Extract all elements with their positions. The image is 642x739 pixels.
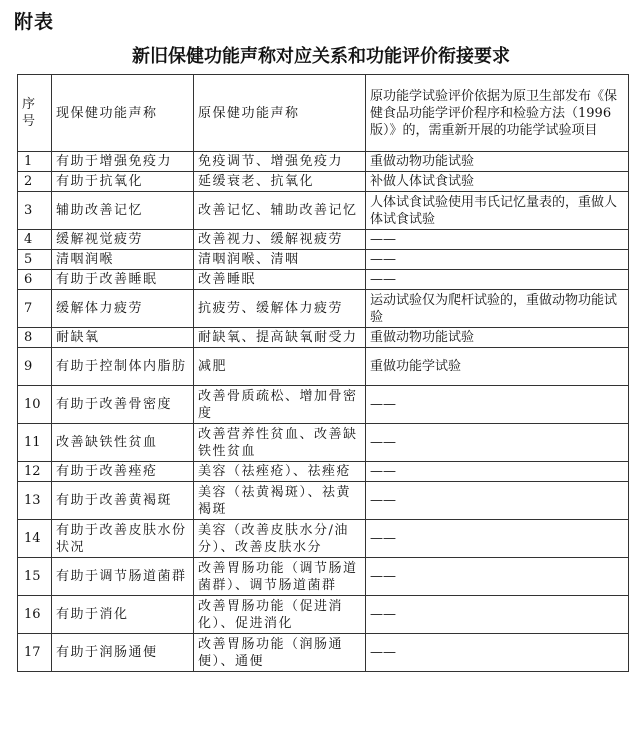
table-row	[18, 250, 629, 270]
cell-original-claim: 清咽润喉、清咽	[194, 250, 366, 270]
cell-serial-number: 11	[18, 424, 52, 462]
cell-original-claim: 改善记忆、辅助改善记忆	[194, 192, 366, 230]
cell-required-tests: 运动试验仅为爬杆试验的，重做动物功能试验	[366, 290, 629, 328]
cell-required-tests: ——	[366, 520, 629, 558]
cell-current-claim: 有助于消化	[52, 596, 194, 634]
cell-serial-number: 3	[18, 192, 52, 230]
cell-required-tests: ——	[366, 596, 629, 634]
page-title: 新旧保健功能声称对应关系和功能评价衔接要求	[132, 46, 510, 67]
cell-serial-number: 13	[18, 482, 52, 520]
cell-serial-number: 14	[18, 520, 52, 558]
cell-required-tests: ——	[366, 634, 629, 672]
cell-current-claim: 耐缺氧	[52, 328, 194, 348]
cell-original-claim: 改善胃肠功能（调节肠道菌群）、调节肠道菌群	[194, 558, 366, 596]
cell-serial-number: 10	[18, 386, 52, 424]
cell-original-claim: 改善骨质疏松、增加骨密度	[194, 386, 366, 424]
cell-serial-number: 15	[18, 558, 52, 596]
cell-original-claim: 减肥	[194, 348, 366, 386]
cell-original-claim: 美容（祛黄褐斑）、祛黄褐斑	[194, 482, 366, 520]
cell-required-tests: ——	[366, 482, 629, 520]
cell-serial-number: 1	[18, 152, 52, 172]
cell-current-claim: 清咽润喉	[52, 250, 194, 270]
table-row	[18, 634, 629, 672]
cell-required-tests: ——	[366, 250, 629, 270]
table-row	[18, 230, 629, 250]
cell-current-claim: 辅助改善记忆	[52, 192, 194, 230]
header-required-tests: 原功能学试验评价依据为原卫生部发布《保健食品功能学评价程序和检验方法（1996 版）》的，需重新开展的功能学试验项目	[366, 75, 629, 152]
cell-current-claim: 有助于控制体内脂肪	[52, 348, 194, 386]
cell-required-tests: ——	[366, 424, 629, 462]
header-current-claim: 现保健功能声称	[52, 75, 194, 152]
cell-current-claim: 有助于抗氧化	[52, 172, 194, 192]
cell-current-claim: 有助于增强免疫力	[52, 152, 194, 172]
cell-current-claim: 有助于改善皮肤水份状况	[52, 520, 194, 558]
cell-current-claim: 有助于改善痤疮	[52, 462, 194, 482]
table-header-row	[18, 75, 629, 152]
cell-original-claim: 美容（改善皮肤水分/油分）、改善皮肤水分	[194, 520, 366, 558]
cell-serial-number: 16	[18, 596, 52, 634]
cell-required-tests: ——	[366, 558, 629, 596]
header-serial-number: 序号	[18, 75, 52, 152]
cell-serial-number: 7	[18, 290, 52, 328]
cell-current-claim: 缓解视觉疲劳	[52, 230, 194, 250]
cell-required-tests: ——	[366, 386, 629, 424]
table-row	[18, 152, 629, 172]
cell-original-claim: 改善视力、缓解视疲劳	[194, 230, 366, 250]
cell-current-claim: 缓解体力疲劳	[52, 290, 194, 328]
cell-serial-number: 6	[18, 270, 52, 290]
cell-required-tests: ——	[366, 230, 629, 250]
cell-original-claim: 改善胃肠功能（润肠通便）、通便	[194, 634, 366, 672]
cell-current-claim: 改善缺铁性贫血	[52, 424, 194, 462]
table-row	[18, 462, 629, 482]
header-original-claim: 原保健功能声称	[194, 75, 366, 152]
table-row	[18, 520, 629, 558]
table-row	[18, 596, 629, 634]
table-row	[18, 558, 629, 596]
table-row	[18, 172, 629, 192]
cell-serial-number: 2	[18, 172, 52, 192]
cell-required-tests: 重做功能学试验	[366, 348, 629, 386]
cell-required-tests: ——	[366, 462, 629, 482]
cell-original-claim: 耐缺氧、提高缺氧耐受力	[194, 328, 366, 348]
table-row	[18, 424, 629, 462]
table-row	[18, 270, 629, 290]
cell-original-claim: 改善睡眠	[194, 270, 366, 290]
cell-required-tests: 补做人体试食试验	[366, 172, 629, 192]
cell-serial-number: 9	[18, 348, 52, 386]
cell-current-claim: 有助于改善睡眠	[52, 270, 194, 290]
cell-required-tests: ——	[366, 270, 629, 290]
cell-required-tests: 人体试食试验使用韦氏记忆量表的，重做人体试食试验	[366, 192, 629, 230]
cell-serial-number: 4	[18, 230, 52, 250]
cell-serial-number: 8	[18, 328, 52, 348]
appendix-label: 附表	[14, 11, 55, 33]
table-row	[18, 290, 629, 328]
cell-original-claim: 改善营养性贫血、改善缺铁性贫血	[194, 424, 366, 462]
cell-current-claim: 有助于改善黄褐斑	[52, 482, 194, 520]
cell-current-claim: 有助于改善骨密度	[52, 386, 194, 424]
cell-original-claim: 免疫调节、增强免疫力	[194, 152, 366, 172]
table-row	[18, 328, 629, 348]
cell-original-claim: 改善胃肠功能（促进消化）、促进消化	[194, 596, 366, 634]
table-row	[18, 348, 629, 386]
cell-original-claim: 延缓衰老、抗氧化	[194, 172, 366, 192]
cell-original-claim: 美容（祛痤疮）、祛痤疮	[194, 462, 366, 482]
table-row	[18, 192, 629, 230]
cell-required-tests: 重做动物功能试验	[366, 328, 629, 348]
table-row	[18, 386, 629, 424]
cell-serial-number: 5	[18, 250, 52, 270]
cell-serial-number: 17	[18, 634, 52, 672]
cell-current-claim: 有助于润肠通便	[52, 634, 194, 672]
cell-required-tests: 重做动物功能试验	[366, 152, 629, 172]
table-row	[18, 482, 629, 520]
health-claim-mapping-table	[17, 74, 629, 672]
cell-current-claim: 有助于调节肠道菌群	[52, 558, 194, 596]
cell-serial-number: 12	[18, 462, 52, 482]
table-body	[18, 152, 629, 672]
cell-original-claim: 抗疲劳、缓解体力疲劳	[194, 290, 366, 328]
